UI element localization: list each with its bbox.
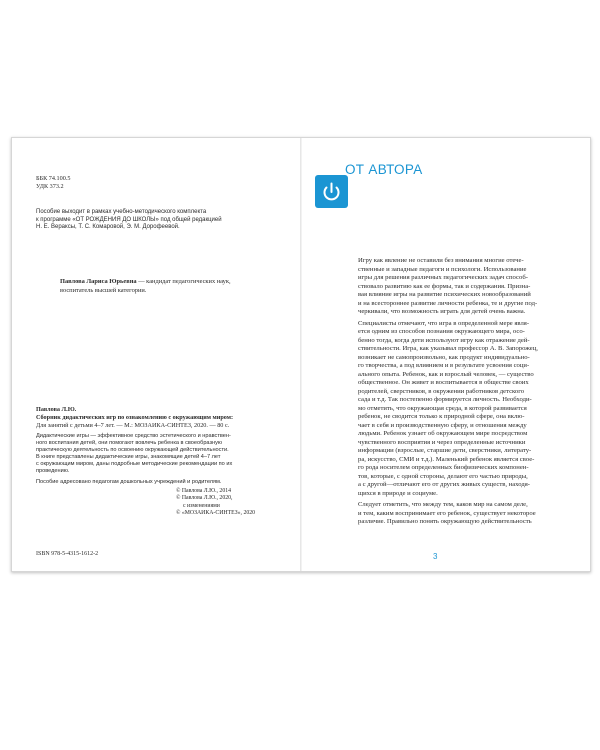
text-line: тов, которые, с одной стороны, делают его частью природы, (358, 472, 528, 480)
copyright-line: © Павлова Л.Ю., 2014 (176, 488, 232, 494)
annotation-line: проведению. (36, 467, 70, 474)
paragraph (358, 501, 570, 527)
text-line: и на всестороннее развитие личности ребенка, те и другие под- (358, 299, 538, 307)
annotation-line: ного воспитания детей, они помогают вовлечь ребенка в своеобразную (36, 440, 223, 447)
text-line: го творчества, а под влиянием и в результате усвоения соци- (358, 362, 530, 369)
text-line: ра, искусство, СМИ и т.д.). Маленький ребенок является свое- (358, 455, 535, 463)
text-line: ется одним из способов познания окружающего мира, осо- (358, 328, 525, 335)
bbk-code: ББК 74.100.5 (36, 175, 71, 182)
series-note (36, 209, 276, 232)
text-line: щихся в природе и социуме. (358, 489, 438, 497)
annotation-line: практическую деятельность по освоению окружающей действительности. (36, 447, 229, 454)
text-line: Игру как явление не оставили без внимания многие отече- (358, 257, 524, 264)
author-bio: воспитатель высшей категории. (60, 286, 147, 294)
text-line: родителей, сверстников, в окружении работников детского (358, 387, 525, 395)
text-line: вая влияние игры на развитие психических новообразований (358, 291, 531, 298)
text-line: чувственного восприятия и через определенные источники (358, 438, 526, 446)
text-line: общественное. Он живет и воспитывается в обществе своих (358, 379, 529, 386)
text-line: чает в себя и производственную сферу, и отношения между (358, 421, 527, 429)
power-icon (315, 175, 348, 208)
text-line: мо отметить, что окружающая среда, в которой развивается (358, 404, 527, 412)
biblio-details: Для занятий с детьми 4–7 лет. — М.: МОЗАИКА-СИНТЕЗ, 2020. — 80 с. (36, 421, 230, 429)
text-line: ственные и западные педагоги и психологи. Использование (358, 265, 527, 273)
series-note-line: Пособие выходит в рамках учебно-методического комплекта (36, 209, 207, 215)
biblio-title: Сборник дидактических игр по ознакомлению с окружающим миром: (36, 413, 234, 421)
bibliographic-record (36, 406, 291, 487)
copyright-line: © Павлова Л.Ю., 2020, (176, 495, 233, 502)
text-line: различие. Правильно понять окружающую действительность (358, 518, 532, 525)
chapter-heading: ОТ АВТОРА (345, 162, 423, 177)
copyright-block (176, 488, 255, 517)
audience-note: Пособие адресовано педагогам дошкольных учреждений и родителям. (36, 478, 222, 485)
classification-codes (36, 175, 70, 192)
text-line: ствовало развитию как ее формы, так и содержания. Призна- (358, 282, 531, 290)
text-line: людьми. Ребенок узнает об окружающем мире посредством (358, 430, 528, 437)
copyright-line: © «МОЗАИКА-СИНТЕЗ», 2020 (176, 509, 256, 516)
author-name: Павлова Лариса Юрьевна (60, 278, 137, 285)
author-bio: — кандидат педагогических наук, (136, 278, 231, 285)
body-text (358, 257, 570, 530)
text-line: ребенок, не сводится только к природной сфере, она вклю- (358, 413, 525, 420)
text-line: возникает не самопроизвольно, как продукт индивидуально- (358, 353, 530, 361)
series-note-line: Н. Е. Вераксы, Т. С. Комаровой, Э. М. Дорофеевой. (36, 224, 180, 231)
text-line: черкивали, что возможность играть для детей очень важна. (358, 308, 526, 315)
paragraph (358, 257, 570, 317)
text-line: и тем, каким воспринимает его ребенок, существует некоторое (358, 509, 536, 517)
text-line: информации (взрослые, старшие дети, сверстники, литерату- (358, 447, 532, 454)
text-line: го рода носителем определенных биофизических компонен- (358, 464, 529, 471)
annotation (36, 433, 291, 474)
annotation-line: В книге представлены дидактические игры, знакомящие детей 4–7 лет (36, 454, 221, 461)
book-spread (11, 137, 591, 572)
text-line: сада и т.д. Так постепенно формируется личность. Необходи- (358, 396, 532, 403)
text-line: Специалисты отмечают, что игра в определенной мере явля- (358, 319, 530, 327)
annotation-line: Дидактические игры — эффективное средство эстетического и нравствен- (36, 433, 231, 440)
series-note-line: к программе «ОТ РОЖДЕНИЯ ДО ШКОЛЫ» под общей редакцией (36, 216, 222, 223)
text-line: а с другой—отличают его от других живых существ, находя- (358, 481, 531, 488)
text-line: Следует отметить, что между тем, каков мир на самом деле, (358, 501, 528, 508)
isbn: ISBN 978-5-4315-1612-2 (36, 551, 99, 557)
udk-code: УДК 373.2 (36, 183, 64, 191)
text-line: игры для решения различных педагогических задач способ- (358, 274, 528, 281)
page-number: 3 (433, 552, 438, 561)
text-line: ального опыта. Ребенок, как и взрослый человек, — существо (358, 370, 534, 378)
text-line: ствительности. Игра, как указывал профессор А. В. Запорожец, (358, 345, 538, 352)
biblio-author: Павлова Л.Ю. (36, 406, 77, 413)
text-line: бенно тогда, когда дети используют игру как отражение дей- (358, 336, 530, 344)
page-fold (300, 138, 302, 571)
author-info (60, 278, 280, 296)
copyright-line: с изменениями (183, 502, 220, 509)
annotation-line: с окружающим миром, даны подробные методические рекомендации по их (36, 461, 233, 468)
paragraph (358, 320, 570, 499)
